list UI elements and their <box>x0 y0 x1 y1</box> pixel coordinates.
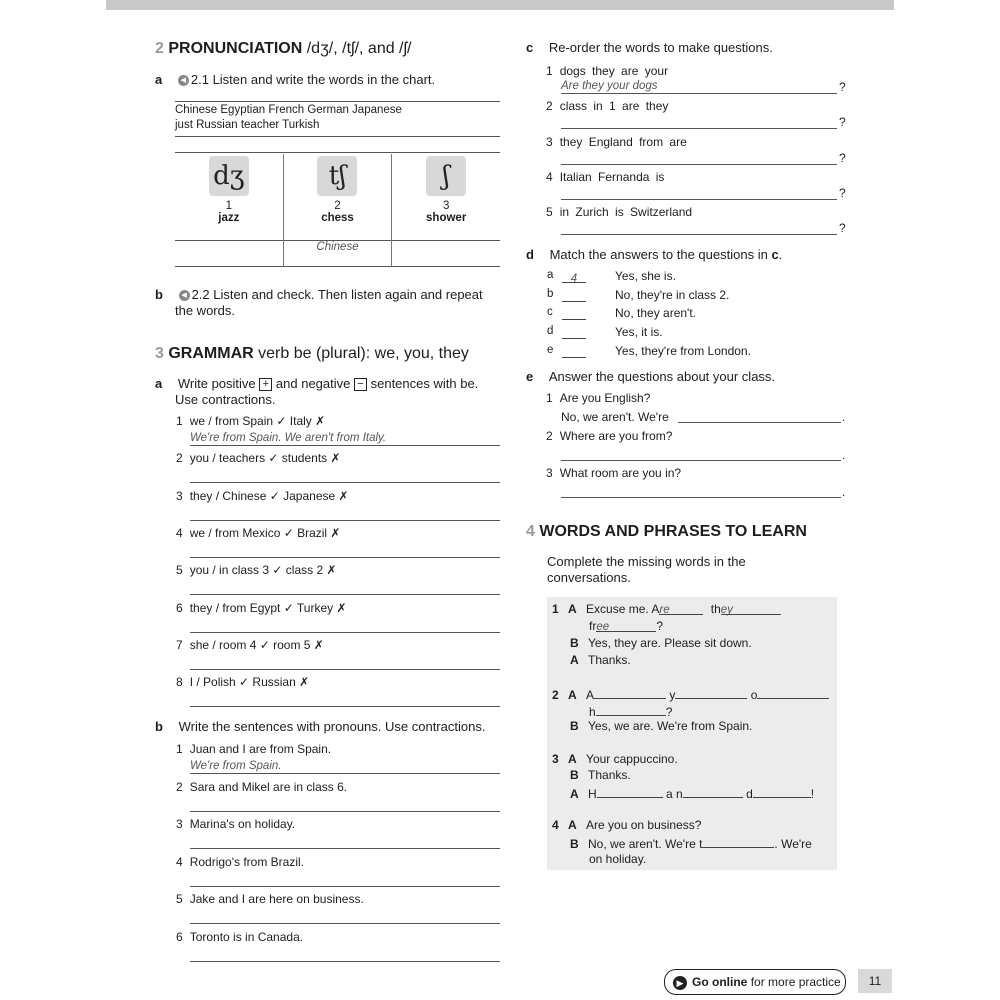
section-number: 4 <box>526 523 535 540</box>
instruction: Listen and write the words in the chart. <box>212 72 436 87</box>
fill-blank[interactable] <box>597 785 663 798</box>
section-4-intro-line2: conversations. <box>547 570 631 585</box>
section-subtitle: verb be (plural): we, you, they <box>258 345 469 362</box>
instruction: Match the answers to the questions in <box>549 247 768 262</box>
item-prompt: Sara and Mikel are in class 6. <box>189 779 348 794</box>
minus-box-icon: − <box>354 378 367 391</box>
dialogue-text: th <box>710 602 721 616</box>
exercise-item <box>176 742 331 756</box>
exercise-item <box>176 638 324 652</box>
speaker-a: A <box>570 653 579 667</box>
speaker-b: B <box>570 768 579 782</box>
dialogue-text: Your cappuccino. <box>586 752 678 766</box>
question-mark: ? <box>665 705 673 719</box>
page-number: 11 <box>858 969 892 993</box>
conversation-1-b <box>570 636 752 650</box>
conversation-3-b <box>570 768 631 782</box>
conversation-4-b-line2: on holiday. <box>589 852 647 866</box>
dialogue-text: fr <box>589 619 597 633</box>
chart-number: 3 <box>442 200 450 212</box>
full-stop: . <box>842 447 846 462</box>
answer-line[interactable] <box>190 482 500 483</box>
match-letter: b <box>547 287 554 300</box>
answer-line[interactable] <box>190 848 500 849</box>
question-mark: ? <box>839 115 846 130</box>
match-blank[interactable] <box>562 269 586 283</box>
section-4-intro-line1: Complete the missing words in the <box>547 554 746 569</box>
exercise-2a <box>155 72 435 87</box>
answer-line[interactable] <box>561 234 837 235</box>
dialogue-text: h <box>589 705 596 719</box>
answer-text: We're from Spain. We aren't from Italy. <box>190 432 387 444</box>
item-number: 4 <box>176 854 183 869</box>
item-question: Are you English? <box>559 391 651 405</box>
exercise-item <box>176 526 341 540</box>
item-prompt: she / room 4 ✓ room 5 ✗ <box>189 637 324 652</box>
dialogue-text: Excuse me. A <box>586 602 660 616</box>
audio-icon[interactable]: ◀ <box>178 72 191 87</box>
item-prompt: you / teachers ✓ students ✗ <box>189 451 341 466</box>
chart-answer-cell-3[interactable] <box>392 240 500 266</box>
word-box-line1: Chinese Egyptian French German Japanese <box>175 104 402 116</box>
item-prompt: dogs they are your <box>559 64 669 78</box>
match-text: Yes, she is. <box>615 269 676 283</box>
conversation-3 <box>552 752 678 766</box>
answer-line[interactable] <box>190 669 500 670</box>
chart-column-1 <box>175 154 283 240</box>
answer-line[interactable] <box>561 199 837 200</box>
section-3-heading <box>155 345 469 363</box>
answer-line[interactable] <box>190 445 500 446</box>
conversation-3-a2 <box>570 785 814 801</box>
item-number: 1 <box>546 64 553 78</box>
item-number: 3 <box>176 488 183 503</box>
track-number: 2.1 <box>190 72 209 87</box>
fill-blank[interactable] <box>675 686 747 699</box>
exercise-3b <box>155 719 485 734</box>
section-subtitle: /dʒ/, /tʃ/, and /ʃ/ <box>306 40 412 57</box>
dialogue-text: a n <box>666 787 683 801</box>
item-number: 1 <box>176 742 183 756</box>
answer-line[interactable] <box>190 773 500 774</box>
item-prompt: we / from Spain ✓ Italy ✗ <box>189 414 326 428</box>
chess-picture: tʃ <box>317 156 357 196</box>
answer-line[interactable] <box>190 811 500 812</box>
exercise-3c <box>526 40 773 55</box>
word-box-line2: just Russian teacher Turkish <box>175 119 320 131</box>
go-online-button[interactable] <box>664 969 846 995</box>
dialogue-text: Are you on business? <box>586 818 702 832</box>
instruction-part: sentences with be. <box>370 376 479 391</box>
answer-line[interactable] <box>190 594 500 595</box>
exercise-item <box>176 780 347 794</box>
exercise-3a <box>155 376 478 391</box>
fill-blank[interactable] <box>757 686 829 699</box>
item-prompt: class in 1 are they <box>559 99 669 114</box>
exercise-2b <box>155 287 483 302</box>
exercise-item <box>176 601 347 615</box>
item-prompt: Marina's on holiday. <box>189 817 296 832</box>
exercise-item <box>546 64 668 78</box>
item-number: 5 <box>176 563 183 578</box>
item-prompt: they / from Egypt ✓ Turkey ✗ <box>189 600 347 615</box>
match-blank[interactable] <box>562 325 586 339</box>
match-blank[interactable] <box>562 306 586 320</box>
exclamation-mark: ! <box>810 787 815 801</box>
exercise-3d <box>526 247 782 262</box>
full-stop: . <box>842 410 846 424</box>
fill-blank[interactable] <box>594 686 666 699</box>
fill-blank[interactable]: ey <box>721 602 781 615</box>
exercise-item <box>176 675 309 689</box>
fill-blank[interactable] <box>683 785 743 798</box>
match-text: No, they're in class 2. <box>615 287 730 302</box>
sound-chart <box>175 154 500 267</box>
full-stop: . <box>842 485 846 499</box>
match-letter: c <box>547 306 553 319</box>
section-title: GRAMMAR <box>168 345 254 362</box>
chart-word: chess <box>321 212 354 224</box>
item-number: 5 <box>546 205 553 220</box>
item-question: Where are you from? <box>559 428 673 443</box>
item-number: 3 <box>546 134 553 149</box>
item-prompt: they England from are <box>559 134 687 149</box>
item-number: 3 <box>176 817 183 832</box>
item-prompt: in Zurich is Switzerland <box>559 205 693 220</box>
conversation-1-a2 <box>570 653 631 667</box>
fill-blank[interactable]: ee <box>596 619 656 632</box>
speaker-a: A <box>568 752 577 766</box>
dialogue-text: Thanks. <box>588 653 631 667</box>
item-question: What room are you in? <box>559 466 682 480</box>
answer-line[interactable] <box>561 164 837 165</box>
exercise-letter: a <box>155 376 163 391</box>
exercise-item <box>546 466 681 480</box>
instruction: Write the sentences with pronouns. Use contractions. <box>178 719 486 734</box>
speaker-a: A <box>570 787 579 801</box>
fill-blank[interactable] <box>753 785 811 798</box>
exercise-item <box>176 489 349 503</box>
item-prompt: they / Chinese ✓ Japanese ✗ <box>189 488 349 503</box>
item-number: 5 <box>176 892 183 907</box>
item-prompt: Toronto is in Canada. <box>189 930 304 944</box>
item-number: 1 <box>546 391 553 405</box>
chart-number: 2 <box>334 200 341 212</box>
exercise-item <box>546 205 692 219</box>
speaker-b: B <box>570 636 579 650</box>
conversation-number: 4 <box>552 818 559 832</box>
dialogue-text: H <box>588 787 597 801</box>
answer-line[interactable] <box>190 632 500 633</box>
answer-line[interactable] <box>561 128 837 129</box>
item-number: 1 <box>176 414 183 428</box>
item-number: 4 <box>176 525 183 540</box>
exercise-letter: b <box>155 287 163 302</box>
answer-line[interactable] <box>561 497 841 498</box>
exercise-item <box>176 451 341 465</box>
speaker-b: B <box>570 837 579 851</box>
instruction-part: . <box>778 247 783 262</box>
speaker-a: A <box>568 818 577 832</box>
exercise-letter: d <box>526 247 534 262</box>
exercise-item <box>546 429 672 443</box>
instruction: Re-order the words to make questions. <box>548 40 773 55</box>
match-letter: a <box>547 269 554 281</box>
pill-bold-text: Go online <box>692 975 748 989</box>
dialogue-text: d <box>746 787 753 801</box>
dialogue-text: . We're <box>774 837 812 851</box>
answer-line[interactable] <box>190 923 500 924</box>
answer-line[interactable] <box>190 706 500 707</box>
item-number: 8 <box>176 675 183 690</box>
dialogue-text: y <box>669 688 676 702</box>
item-number: 2 <box>546 428 553 443</box>
jazz-picture: dʒ <box>209 156 249 196</box>
speaker-a: A <box>568 688 577 702</box>
item-number: 7 <box>176 637 183 652</box>
section-number: 3 <box>155 345 164 362</box>
match-text: Yes, they're from London. <box>615 343 751 358</box>
dialogue-text: A <box>586 688 595 702</box>
answer-line[interactable] <box>190 961 500 962</box>
item-number: 3 <box>546 466 553 480</box>
conversation-number: 3 <box>552 752 559 766</box>
track-number: 2.2 <box>191 287 210 302</box>
fill-blank[interactable] <box>596 703 666 716</box>
exercise-item <box>546 391 650 405</box>
chart-number: 1 <box>225 200 233 212</box>
instruction-line2: Use contractions. <box>175 392 276 407</box>
match-blank[interactable] <box>562 288 586 302</box>
answer-text: We're from Spain. <box>190 760 282 772</box>
answer-line[interactable] <box>190 520 500 521</box>
match-text: No, they aren't. <box>615 306 696 321</box>
question-mark: ? <box>839 80 846 94</box>
match-letter: d <box>547 325 554 338</box>
item-number: 4 <box>546 169 553 184</box>
exercise-item <box>176 817 295 831</box>
instruction: Listen and check. Then listen again and repeat <box>213 287 483 302</box>
item-number: 6 <box>176 600 183 615</box>
answer-text: Are they your dogs <box>561 80 658 92</box>
conversation-number: 1 <box>552 602 559 616</box>
conversation-2-line2 <box>589 703 672 719</box>
item-number: 2 <box>546 99 553 114</box>
answer-line[interactable] <box>678 422 841 423</box>
conversation-4 <box>552 818 701 832</box>
answer-line[interactable] <box>190 886 500 887</box>
section-title: WORDS AND PHRASES TO LEARN <box>539 523 807 540</box>
chart-answer-cell-2[interactable]: Chinese <box>283 240 392 266</box>
exercise-item <box>176 563 337 577</box>
section-4-heading <box>526 523 807 541</box>
conversation-number: 2 <box>552 688 559 702</box>
item-prompt: Italian Fernanda is <box>559 169 665 184</box>
instruction: Answer the questions about your class. <box>548 369 776 384</box>
instruction-line2: the words. <box>175 303 235 318</box>
question-mark: ? <box>839 221 846 236</box>
audio-icon[interactable]: ◀ <box>179 287 192 302</box>
speaker-b: B <box>570 719 579 733</box>
item-prompt: Rodrigo's from Brazil. <box>189 854 305 869</box>
dialogue-text: Thanks. <box>588 768 631 782</box>
page-top-shadow <box>106 0 894 10</box>
exercise-item <box>176 930 303 944</box>
section-2-heading <box>155 40 412 58</box>
chart-answer-cell-1[interactable] <box>175 240 283 266</box>
exercise-letter: b <box>155 719 163 734</box>
item-number: 2 <box>176 451 183 466</box>
match-letter: e <box>547 343 554 356</box>
instruction-bold: c <box>771 247 779 262</box>
item-prompt: Juan and I are from Spain. <box>189 742 332 756</box>
pill-text: for more practice <box>750 975 841 989</box>
conversation-1 <box>552 602 781 616</box>
section-title: PRONUNCIATION <box>168 40 303 57</box>
instruction-part: Write positive <box>177 376 256 391</box>
chart-column-3 <box>392 154 500 240</box>
answer-line[interactable] <box>190 557 500 558</box>
chart-word: shower <box>426 212 467 224</box>
item-prompt: we / from Mexico ✓ Brazil ✗ <box>189 525 341 540</box>
exercise-item <box>176 892 364 906</box>
question-mark: ? <box>839 150 846 165</box>
conversation-2 <box>552 686 829 702</box>
item-number: 2 <box>176 779 183 794</box>
exercise-item <box>176 414 325 428</box>
exercise-item <box>546 135 687 149</box>
dialogue-text: Yes, we are. We're from Spain. <box>588 719 753 733</box>
item-prompt: I / Polish ✓ Russian ✗ <box>189 675 310 690</box>
match-answer: 4 <box>570 273 578 285</box>
exercise-letter: e <box>526 369 534 384</box>
section-number: 2 <box>155 40 164 57</box>
match-blank[interactable] <box>562 344 586 358</box>
dialogue-text: o <box>750 688 758 702</box>
exercise-item <box>546 99 668 113</box>
chart-column-2 <box>283 154 392 240</box>
plus-box-icon: + <box>259 378 272 391</box>
question-mark: ? <box>656 619 664 633</box>
arrow-right-icon: ▶ <box>673 976 687 990</box>
conversation-1-line2 <box>589 619 663 633</box>
exercise-letter: c <box>526 40 534 55</box>
fill-blank[interactable]: re <box>659 602 703 615</box>
chart-word: jazz <box>218 212 240 224</box>
conversation-4-b <box>570 835 812 851</box>
exercise-item <box>176 855 304 869</box>
shower-picture: ʃ <box>426 156 466 196</box>
item-prompt: you / in class 3 ✓ class 2 ✗ <box>189 563 337 578</box>
fill-blank[interactable] <box>702 835 774 848</box>
match-text: Yes, it is. <box>615 325 663 340</box>
speaker-a: A <box>568 602 577 616</box>
answer-lead: No, we aren't. We're <box>561 410 669 424</box>
answer-line[interactable] <box>561 460 841 461</box>
exercise-3e <box>526 369 775 384</box>
dialogue-text: No, we aren't. We're t <box>588 837 703 851</box>
instruction-part: and negative <box>275 376 351 391</box>
exercise-letter: a <box>155 72 163 87</box>
question-mark: ? <box>839 185 846 200</box>
dialogue-text: Yes, they are. Please sit down. <box>588 636 752 650</box>
item-number: 6 <box>176 930 183 944</box>
answer-line[interactable] <box>561 93 837 94</box>
item-prompt: Jake and I are here on business. <box>189 892 364 907</box>
conversation-2-b <box>570 719 752 733</box>
exercise-item <box>546 170 664 184</box>
